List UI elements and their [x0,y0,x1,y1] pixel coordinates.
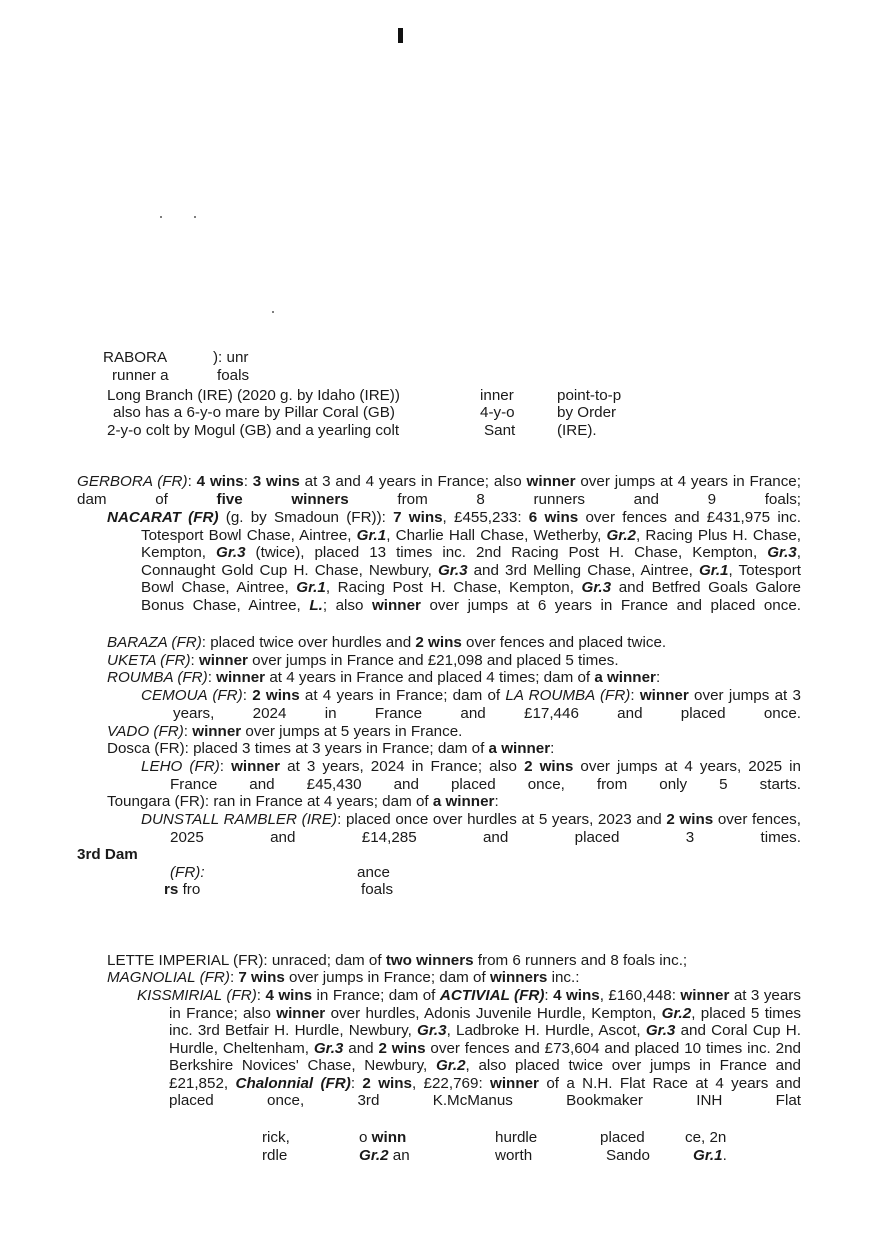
scan-mark [398,28,403,43]
third-dam-foals: foals [361,881,394,898]
sant-text: Sant [484,422,516,439]
fragment-gr1: Gr.1. [693,1147,727,1164]
leho-entry: LEHO (FR): winner at 3 years, 2024 in France; also 2 wins over jumps at 4 years, 2025 in France and £45,430 and placed once, from only 5 starts. [141,758,801,793]
kissmirial-entry: KISSMIRIAL (FR): 4 wins in France; dam of ACTIVIAL (FR): 4 wins, £160,448: winner at 3 years in France; also winner over hurdles, Adonis Juvenile Hurdle, Kempton, Gr.2, placed 5 times inc. 3rd Betfair H. Hurdle, Newbury, Gr.3, Ladbroke H. Hurdle, Ascot, Gr.3 and Coral Cup H. Hurdle, Cheltenham, Gr.3 and 2 wins over fences and £73,604 and placed 10 times inc. 2nd Berkshire Novices' Chase, Newbury, Gr.2, also placed twice over jumps in France and £21,852, Chalonnial (FR): 2 wins, £22,769: winner of a N.H. Flat Race at 4 years and placed once, 3rd K.McManus Bookmaker INH Flat [137,987,801,1109]
cemoua-entry: CEMOUA (FR): 2 wins at 4 years in France; dam of LA ROUMBA (FR): winner over jumps at 3 years, 2024 in France and £17,446 and placed once. [141,687,801,722]
third-dam-fr: (FR): [170,864,205,881]
fragment-gr2-an: Gr.2 an [359,1147,410,1164]
horse-name: GERBORA (FR) [77,473,188,490]
dunstall-entry: DUNSTALL RAMBLER (IRE): placed once over hurdles at 5 years, 2023 and 2 wins over fences, 2025 and £14,285 and placed 3 times. [141,811,801,846]
gerbora-entry: GERBORA (FR): 4 wins: 3 wins at 3 and 4 years in France; also winner over jumps at 4 years in France; dam of five winners from 8 runners and 9 foals; [77,473,802,508]
fragment-o-winn: o winn [359,1129,407,1146]
magnolial-entry: MAGNOLIAL (FR): 7 wins over jumps in France; dam of winners inc.: [107,969,580,986]
horse-name: NACARAT (FR) [107,509,219,526]
four-yo-text: 4-y-o [480,404,515,421]
toungara-entry: Toungara (FR): ran in France at 4 years; dam of a winner: [107,793,499,810]
scan-dot [160,216,162,218]
vado-entry: VADO (FR): winner over jumps at 5 years in France. [107,723,463,740]
two-yo-text: 2-y-o colt by Mogul (GB) and a yearling colt [107,422,400,439]
ire-end-text: (IRE). [557,422,597,439]
fragment-rick: rick, [262,1129,290,1146]
roumba-entry: ROUMBA (FR): winner at 4 years in France and placed 4 times; dam of a winner: [107,669,661,686]
lette-entry: LETTE IMPERIAL (FR): unraced; dam of two winners from 6 runners and 8 foals inc.; [107,952,688,969]
foals-text: foals [217,367,250,384]
fragment-hurdle: hurdle [495,1129,538,1146]
point-to-p-text: point-to-p [557,387,622,404]
fragment-worth: worth [495,1147,533,1164]
by-order-text: by Order [557,404,617,421]
scan-dot [194,216,196,218]
scan-dot [272,311,274,313]
long-branch-text: Long Branch (IRE) (2020 g. by Idaho (IRE)) [107,387,400,404]
fragment-rdle: rdle [262,1147,288,1164]
fragment-ce-2n: ce, 2n [685,1129,727,1146]
third-dam-ance: ance [357,864,390,881]
dosca-entry: Dosca (FR): placed 3 times at 3 years in France; dam of a winner: [107,740,555,757]
uketa-entry: UKETA (FR): winner over jumps in France and £21,098 and placed 5 times. [107,652,619,669]
rabora-suffix: ): unr [213,349,249,366]
nacarat-entry: NACARAT (FR) (g. by Smadoun (FR)): 7 wins, £455,233: 6 wins over fences and £431,975 inc. Totesport Bowl Chase, Aintree, Gr.1, Charlie Hall Chase, Wetherby, Gr.2, Racing Plus H. Chase, Kempton, Gr.3 (twice), placed 13 times inc. 2nd Racing Post H. Chase, Kempton, Gr.3, Connaught Gold Cup H. Chase, Newbury, Gr.3 and 3rd Melling Chase, Aintree, Gr.1, Totesport Bowl Chase, Aintree, Gr.1, Racing Post H. Chase, Kempton, Gr.3 and Betfred Goals Galore Bonus Chase, Aintree, L.; also winner over jumps at 6 years in France and placed once. [107,509,802,614]
inner-text: inner [480,387,514,404]
rabora-name: RABORA [103,349,168,366]
third-dam-rs-fro: rs fro [164,881,201,898]
fragment-placed: placed [600,1129,645,1146]
fragment-sando: Sando [606,1147,650,1164]
runner-a-text: runner a [112,367,169,384]
third-dam-heading: 3rd Dam [77,846,138,863]
also-has-text: also has a 6-y-o mare by Pillar Coral (GB) [113,404,395,421]
baraza-entry: BARAZA (FR): placed twice over hurdles and 2 wins over fences and placed twice. [107,634,667,651]
